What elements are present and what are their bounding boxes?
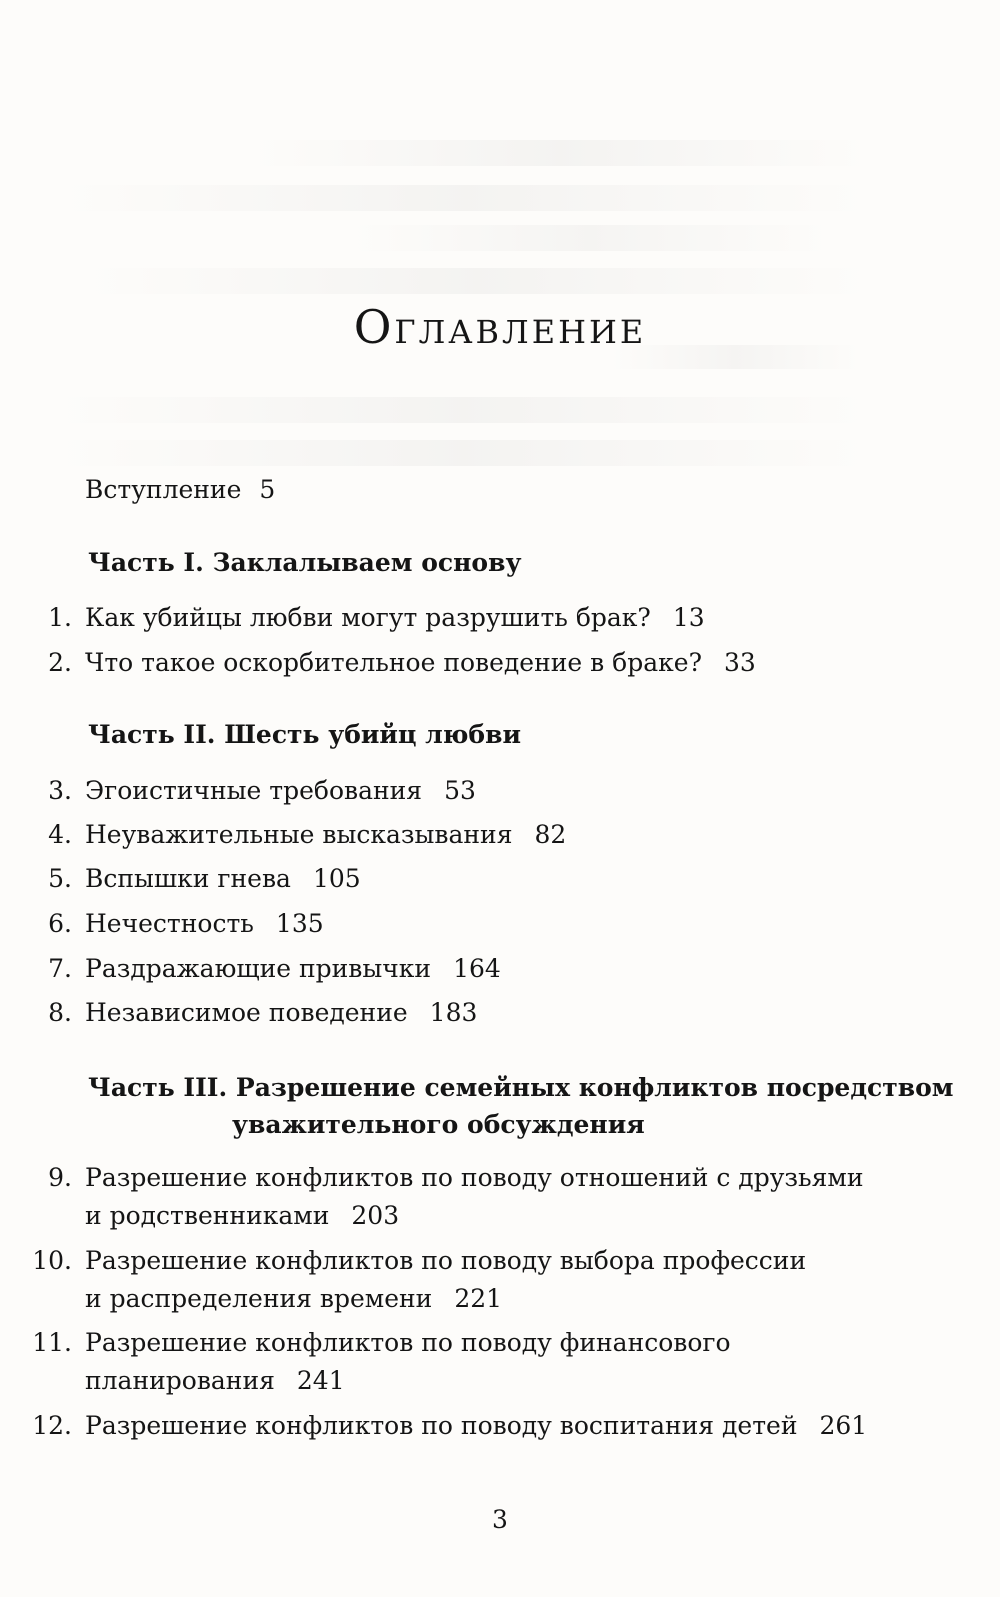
chapter-number: 4. [48, 820, 72, 849]
chapter-title: Вспышки гнева [85, 864, 291, 893]
chapter-number: 1. [48, 603, 72, 632]
chapter-title: Раздражающие привычки [85, 954, 432, 983]
part-2-heading: Часть II. Шесть убийц любви [88, 720, 521, 749]
chapter-title: Эгоистичные требования [85, 776, 423, 805]
chapter-page: 82 [534, 820, 567, 849]
chapter-title: Как убийцы любви могут разрушить брак? [85, 603, 651, 632]
page-number: 3 [492, 1505, 508, 1534]
part-3-heading-line2: уважительного обсуждения [232, 1110, 645, 1139]
chapter-title: Независимое поведение [85, 998, 408, 1027]
part-3-heading-line1: Часть III. Разрешение семейных конфликтов посредством [88, 1073, 954, 1102]
page-title: Оглавление [353, 300, 647, 354]
chapter-number: 12. [32, 1411, 72, 1440]
chapter-title: Неуважительные высказывания [85, 820, 513, 849]
chapter-title-cont: и родственниками [85, 1201, 330, 1230]
show-through-line [55, 397, 870, 423]
chapter-number: 11. [32, 1328, 72, 1357]
chapter-number: 3. [48, 776, 72, 805]
chapter-title: Разрешение конфликтов по поводу выбора профессии [85, 1246, 807, 1275]
chapter-title-cont: планирования [85, 1366, 275, 1395]
chapter-page: 221 [454, 1284, 503, 1313]
part-1-heading: Часть I. Заклалываем основу [88, 548, 522, 577]
chapter-number: 10. [32, 1246, 72, 1275]
chapter-page: 53 [444, 776, 476, 805]
chapter-title: Разрешение конфликтов по поводу финансового [85, 1328, 731, 1357]
chapter-page: 183 [429, 998, 478, 1027]
chapter-number: 2. [48, 648, 72, 677]
show-through-line [350, 225, 830, 251]
show-through-line [85, 268, 870, 294]
chapter-title-cont: и распределения времени [85, 1284, 433, 1313]
chapter-page: 203 [351, 1201, 400, 1230]
chapter-page: 164 [453, 954, 501, 983]
chapter-page: 13 [672, 603, 705, 632]
toc-intro-page: 5 [259, 475, 276, 504]
chapter-page: 33 [723, 648, 756, 677]
chapter-title: Разрешение конфликтов по поводу воспитания детей [85, 1411, 798, 1440]
chapter-number: 7. [48, 954, 72, 983]
show-through-line [250, 140, 870, 166]
show-through-line [60, 185, 870, 211]
chapter-page: 105 [312, 864, 361, 893]
chapter-number: 5. [48, 864, 72, 893]
chapter-title: Нечестность [85, 909, 254, 938]
chapter-number: 6. [48, 909, 72, 938]
chapter-title: Разрешение конфликтов по поводу отношений с друзьями [85, 1163, 864, 1192]
show-through-line [55, 440, 870, 466]
chapter-page: 241 [296, 1366, 345, 1395]
chapter-page: 135 [275, 909, 324, 938]
toc-intro-label: Вступление [85, 475, 242, 504]
chapter-number: 8. [48, 998, 72, 1027]
chapter-number: 9. [48, 1163, 72, 1192]
chapter-page: 261 [819, 1411, 868, 1440]
chapter-title: Что такое оскорбительное поведение в браке? [85, 648, 702, 677]
